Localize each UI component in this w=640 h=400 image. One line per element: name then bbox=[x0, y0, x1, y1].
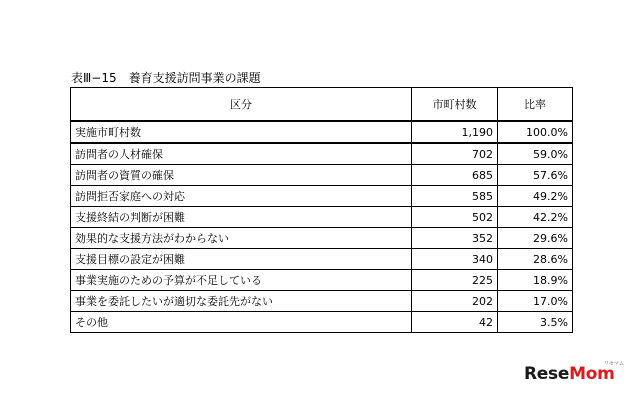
logo-text: ReseMom bbox=[524, 364, 615, 384]
row-ratio: 100.0% bbox=[498, 121, 573, 143]
row-ratio: 57.6% bbox=[498, 165, 573, 186]
table-row bbox=[71, 207, 573, 228]
row-count: 340 bbox=[412, 249, 498, 270]
row-category: その他 bbox=[71, 312, 412, 333]
table-row bbox=[71, 143, 573, 165]
table-row bbox=[71, 186, 573, 207]
table-row bbox=[71, 228, 573, 249]
column-header-count: 市町村数 bbox=[412, 88, 498, 122]
row-ratio: 3.5% bbox=[498, 312, 573, 333]
row-ratio: 29.6% bbox=[498, 228, 573, 249]
table-row bbox=[71, 165, 573, 186]
row-category: 事業実施のための予算が不足している bbox=[71, 270, 412, 291]
table-caption: 表Ⅲ−15 養育支援訪問事業の課題 bbox=[71, 71, 261, 85]
watermark-logo-sub: リセマム bbox=[604, 361, 624, 367]
row-category: 事業を委託したいが適切な委託先がない bbox=[71, 291, 412, 312]
row-count: 1,190 bbox=[412, 121, 498, 143]
row-count: 42 bbox=[412, 312, 498, 333]
column-header-category: 区分 bbox=[71, 88, 412, 122]
row-category: 訪問拒否家庭への対応 bbox=[71, 186, 412, 207]
row-ratio: 17.0% bbox=[498, 291, 573, 312]
row-category: 支援終結の判断が困難 bbox=[71, 207, 412, 228]
row-category: 訪問者の人材確保 bbox=[71, 143, 412, 165]
data-table bbox=[70, 87, 573, 333]
column-header-ratio: 比率 bbox=[498, 88, 573, 122]
row-category: 支援目標の設定が困難 bbox=[71, 249, 412, 270]
table-row bbox=[71, 291, 573, 312]
row-category: 訪問者の資質の確保 bbox=[71, 165, 412, 186]
table-header-row bbox=[71, 88, 573, 122]
row-count: 702 bbox=[412, 143, 498, 165]
row-count: 225 bbox=[412, 270, 498, 291]
row-ratio: 59.0% bbox=[498, 143, 573, 165]
table-row bbox=[71, 312, 573, 333]
table-row bbox=[71, 249, 573, 270]
row-ratio: 28.6% bbox=[498, 249, 573, 270]
row-count: 352 bbox=[412, 228, 498, 249]
row-count: 202 bbox=[412, 291, 498, 312]
row-count: 685 bbox=[412, 165, 498, 186]
row-ratio: 18.9% bbox=[498, 270, 573, 291]
row-category: 実施市町村数 bbox=[71, 121, 412, 143]
row-ratio: 42.2% bbox=[498, 207, 573, 228]
row-count: 502 bbox=[412, 207, 498, 228]
row-category: 効果的な支援方法がわからない bbox=[71, 228, 412, 249]
row-ratio: 49.2% bbox=[498, 186, 573, 207]
table-row bbox=[71, 270, 573, 291]
table-row bbox=[71, 121, 573, 143]
row-count: 585 bbox=[412, 186, 498, 207]
watermark-logo bbox=[524, 364, 615, 384]
